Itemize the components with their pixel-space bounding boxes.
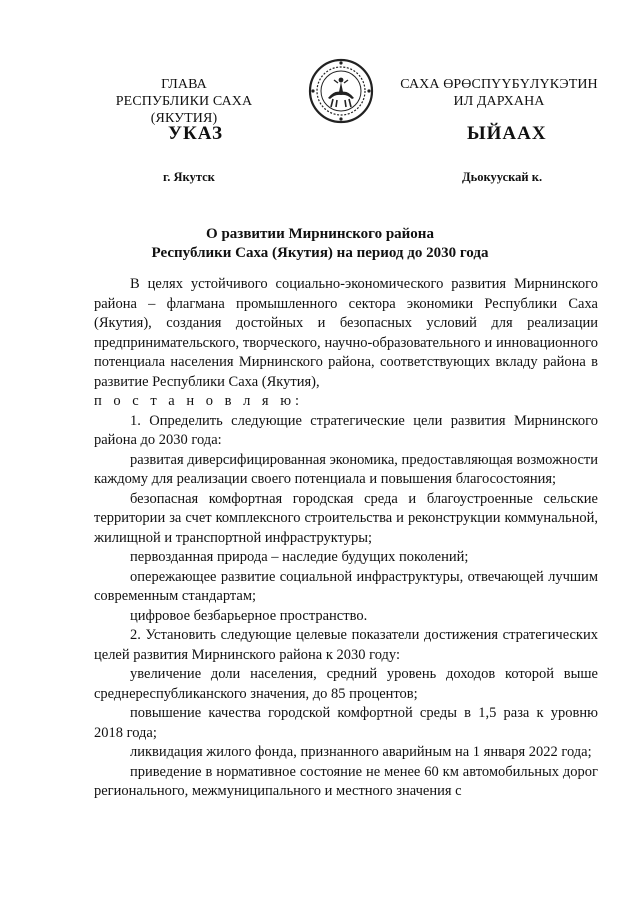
paragraph-goal-social: опережающее развитие социальной инфраструктуры, отвечающей лучшим современным стандартам; xyxy=(94,568,598,604)
decree-title-ru: УКАЗ xyxy=(168,123,223,144)
paragraph-decree-word: п о с т а н о в л я ю: xyxy=(94,393,304,409)
header-right-line2: ИЛ ДАРХАНА xyxy=(453,94,545,109)
paragraph-item-2: 2. Установить следующие целевые показатели достижения стратегических целей развития Мирнинского района к 2030 году: xyxy=(94,627,598,663)
document-body xyxy=(94,275,598,802)
paragraph-goal-nature: первозданная природа – наследие будущих поколений; xyxy=(130,549,469,565)
header-right xyxy=(380,76,618,110)
paragraph-goal-digital: цифровое безбарьерное пространство. xyxy=(130,607,368,624)
header-right-line1: САХА ӨРӨСПҮҮБҮЛҮКЭТИН xyxy=(400,77,598,92)
paragraph-target-roads: приведение в нормативное состояние не менее 60 км автомобильных дорог регионального, межмуниципального и местного значения с xyxy=(94,763,598,799)
paragraph-preamble: В целях устойчивого социально-экономического развития Мирнинского района – флагмана промышленного сектора экономики Республики Саха (Якутия), создания достойных и безопасных условий для реализации предпринимательского, творческого, научно-образовательного и инновационного потенциала населения Мирнинского района, соответствующих вкладу района в развитие Республики Саха (Якутия), xyxy=(94,276,598,390)
document-title-line1: О развитии Мирнинского района xyxy=(206,226,434,242)
paragraph-goal-urban: безопасная комфортная городская среда и благоустроенные сельские территории за счет комплексного строительства и реконструкции коммунальной, жилищной и транспортной инфраструктуры; xyxy=(94,490,598,546)
document-title-line2: Республики Саха (Якутия) на период до 2030 года xyxy=(151,245,489,261)
coat-of-arms-icon xyxy=(308,58,374,124)
paragraph-target-income: увеличение доли населения, средний уровень доходов которой выше среднереспубликанского значения, до 85 процентов; xyxy=(94,666,598,702)
decree-title-sah: ЫЙААХ xyxy=(467,123,547,144)
paragraph-item-1: 1. Определить следующие стратегические цели развития Мирнинского района до 2030 года: xyxy=(94,412,598,448)
header-left-line1: ГЛАВА xyxy=(161,77,207,92)
city-sah: Дьокуускай к. xyxy=(462,170,543,184)
document-title xyxy=(0,225,640,263)
paragraph-target-housing: ликвидация жилого фонда, признанного аварийным на 1 января 2022 года; xyxy=(130,744,592,760)
paragraph-goal-economy: развитая диверсифицированная экономика, предоставляющая возможности каждому для реализации своего потенциала и повышения благосостояния; xyxy=(94,451,598,487)
paragraph-target-urban: повышение качества городской комфортной среды в 1,5 раза к уровню 2018 года; xyxy=(94,705,598,741)
city-ru: г. Якутск xyxy=(163,170,215,184)
header-left xyxy=(84,76,284,127)
header-left-line2: РЕСПУБЛИКИ САХА (ЯКУТИЯ) xyxy=(115,94,253,126)
